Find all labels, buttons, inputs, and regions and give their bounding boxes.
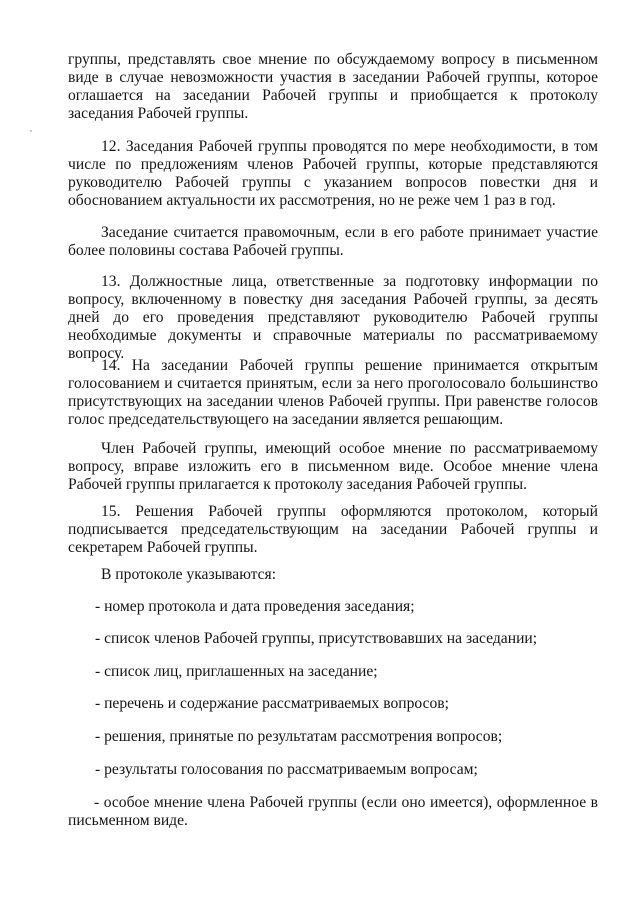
paragraph-continuation: группы, представлять свое мнение по обсуждаемому вопросу в письменном виде в случае невозможности участия в заседании Рабочей группы, которое оглашается на заседании Рабочей группы и приобщается к протоколу заседания Рабочей группы. [68,51,598,122]
list-item: - список лиц, приглашенных на заседание; [95,663,378,680]
scan-speck [30,130,32,132]
paragraph-quorum: Заседание считается правомочным, если в его работе принимает участие более половины состава Рабочей группы. [68,224,598,259]
paragraph-item-14: 14. На заседании Рабочей группы решение принимается открытым голосованием и считается принятым, если за него проголосовало большинство присутствующих на заседании членов Рабочей группы. При равенстве голосов голос председательствующего на заседании является решающим. [68,357,598,428]
list-item: - результаты голосования по рассматриваемым вопросам; [95,761,478,778]
paragraph-item-12: 12. Заседания Рабочей группы проводятся по мере необходимости, в том числе по предложениям членов Рабочей группы, которые представляются руководителю Рабочей группы с указанием вопросов повестки дня и обоснованием актуальности их рассмотрения, но не реже чем 1 раз в год. [68,138,598,209]
list-item: - перечень и содержание рассматриваемых вопросов; [95,695,449,712]
list-item: - номер протокола и дата проведения заседания; [95,598,415,615]
paragraph-item-15: 15. Решения Рабочей группы оформляются протоколом, который подписывается председательствующим на заседании Рабочей группы и секретарем Рабочей группы. [68,503,598,556]
paragraph-protocol-intro: В протоколе указываются: [101,566,277,583]
list-item: - особое мнение члена Рабочей группы (если оно имеется), оформленное в письменном виде. [68,794,598,829]
list-item: - решения, принятые по результатам рассмотрения вопросов; [95,728,503,745]
paragraph-dissent: Член Рабочей группы, имеющий особое мнение по рассматриваемому вопросу, вправе изложить его в письменном виде. Особое мнение члена Рабочей группы прилагается к протоколу заседания Рабочей группы. [68,440,598,493]
list-item: - список членов Рабочей группы, присутствовавших на заседании; [95,630,538,647]
paragraph-item-13: 13. Должностные лица, ответственные за подготовку информации по вопросу, включенному в повестку дня заседания Рабочей группы, за десять дней до его проведения представляют руководителю Рабочей группы необходимые документы и справочные материалы по рассматриваемому вопросу. [68,273,598,362]
